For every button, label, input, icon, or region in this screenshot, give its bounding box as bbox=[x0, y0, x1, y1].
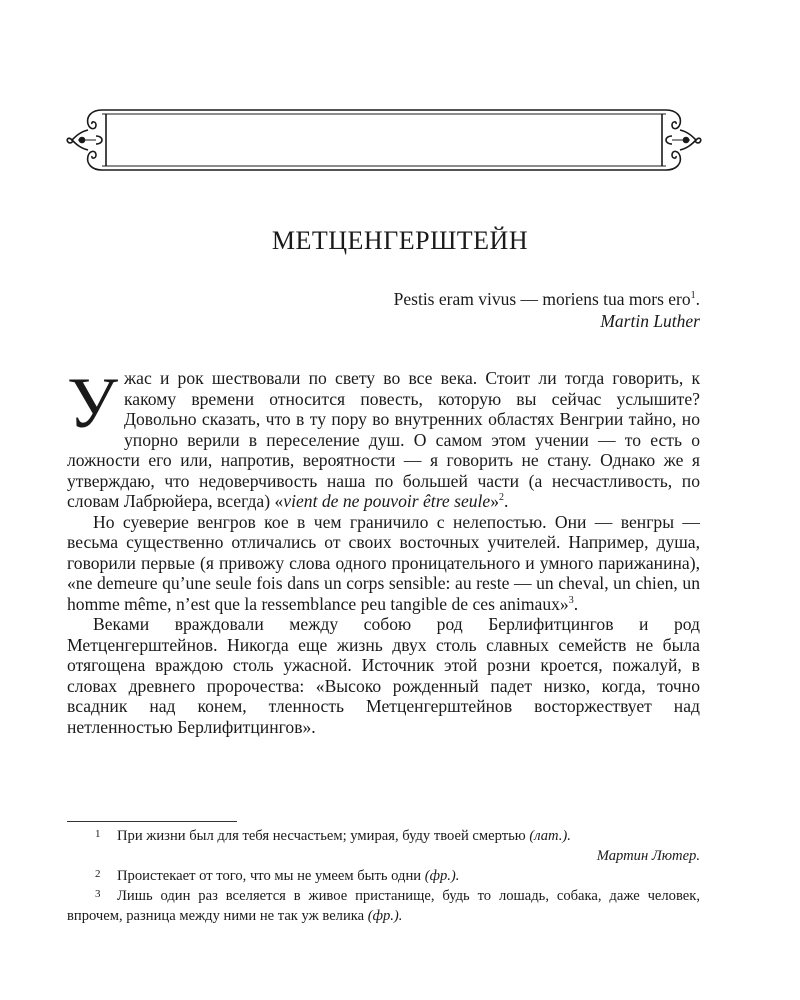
paragraph-2: Но суеверие венгров кое в чем граничило с нелепостью. Они — венгры — весьма существенно отличались от своих восточных учителей. Например, душа, говорили первые (я привожу слова одного проницательного и умного парижанина), «ne demeure qu’une seule fois dans un corps sensible: au reste — un cheval, un chien, un homme même, n’est que la ressemblance peu tangible de ces animaux»$^3$. bbox=[67, 511, 700, 614]
footnote-2: 2 Проистекает от того, что мы не умеем быть одни (фр.). bbox=[95, 868, 460, 884]
epigraph-quote: Pestis eram vivus — moriens tua mors ero$^1$. bbox=[393, 289, 700, 309]
ornamental-frame bbox=[66, 96, 702, 186]
paragraph-3: Веками враждовали между собою род Берлифитцингов и род Метценгерштейнов. Никогда еще жизнь двух столь славных семейств не была отягощена враждою столь ужасной. Источник этой розни кроется, пожалуй, в словах древнего пророчества: «Высоко рожденный падет низко, когда, точно всадник над конем, тленность Метценгерштейнов восторжествует над нетленностью Берлифитцингов». bbox=[67, 614, 700, 737]
drop-cap: У bbox=[67, 363, 118, 443]
main-text bbox=[67, 363, 700, 737]
page-title: МЕТЦЕНГЕРШТЕЙН bbox=[271, 226, 529, 255]
paragraph-1: Ужас и рок шествовали по свету во все века. Стоит ли тогда говорить, к какому времени относится повесть, которую вы сейчас услышите? Довольно сказать, что в ту пору во внутренних областях Венгрии тайно, но упорно верили в переселение душ. О самом этом учении — то есть о ложности его или, напротив, вероятности — я говорить не стану. Однако же я утверждаю, что недоверчивость наша по большей части (а несчастливость, по словам Лабрюйера, всегда) «vient de ne pouvoir être seule»$^2$. bbox=[67, 363, 700, 511]
footnote-3: 3 Лишь один раз вселяется в живое пристанище, будь то лошадь, собака, даже человек, впрочем, разница между ними не так уж велика (фр.). bbox=[67, 888, 700, 924]
footnote-1: 1 При жизни был для тебя несчастьем; умирая, буду твоей смертью (лат.). bbox=[95, 828, 571, 844]
epigraph-attribution: Martin Luther bbox=[600, 311, 700, 331]
footnotes bbox=[67, 826, 700, 926]
epigraph bbox=[394, 288, 700, 332]
footnote-1-attribution: Мартин Лютер. bbox=[596, 848, 700, 864]
footnote-divider bbox=[67, 821, 237, 822]
